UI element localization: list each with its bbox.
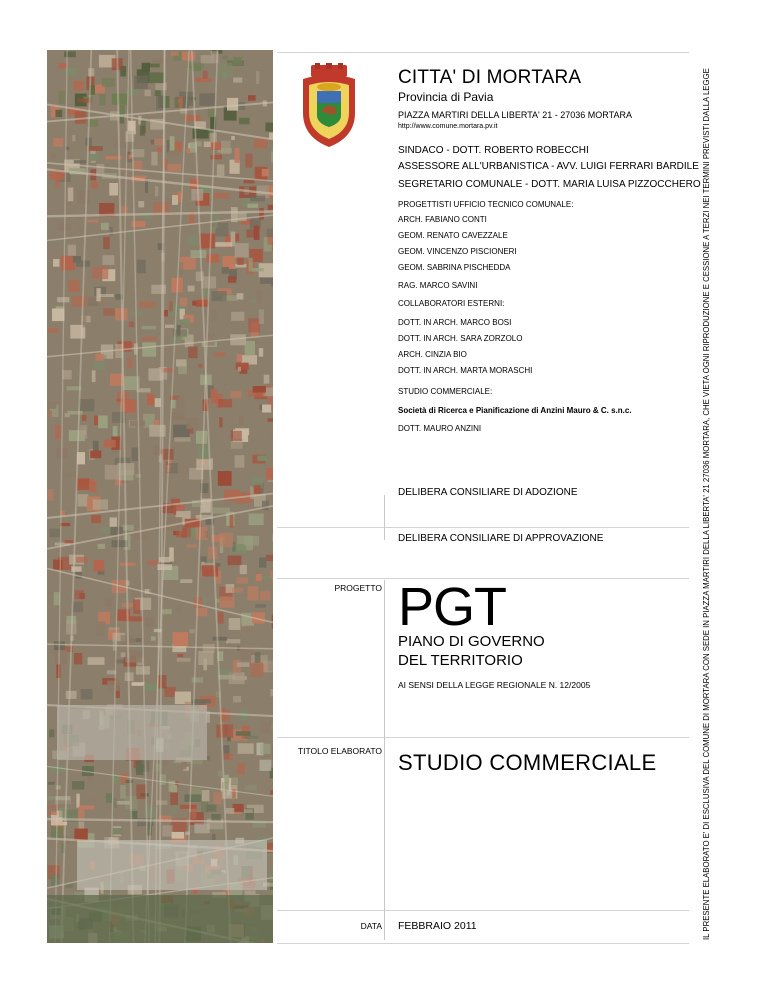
city-crest-icon — [297, 63, 361, 149]
project-label: PROGETTO — [334, 583, 382, 593]
city-title: CITTA' DI MORTARA — [398, 67, 582, 88]
technical-office-member: ARCH. FABIANO CONTI — [398, 215, 487, 224]
pgt-acronym: PGT — [398, 577, 507, 637]
divider — [277, 527, 689, 528]
city-address: PIAZZA MARTIRI DELLA LIBERTA' 21 - 27036 MORTARA — [398, 110, 632, 120]
regional-law: AI SENSI DELLA LEGGE REGIONALE N. 12/2005 — [398, 680, 591, 690]
aerial-photo-canvas — [47, 50, 273, 943]
document-title-label: TITOLO ELABORATO — [297, 746, 382, 756]
document-title: STUDIO COMMERCIALE — [398, 750, 657, 775]
pgt-line-2: DEL TERRITORIO — [398, 652, 523, 669]
date-label: DATA — [360, 921, 382, 931]
aerial-photo — [47, 50, 273, 943]
copyright-notice: IL PRESENTE ELABORATO E' DI ESCLUSIVA DEL COMUNE DI MORTARA CON SEDE IN PIAZZA MARTIRI DELLA LIBERTA' 21 27036 MORTARA, CHE VIETA OGNI RIPRODUZIONE E CESSIONE A TERZI NEI TERMINI PREVISTI DALLA LEGGE — [702, 68, 711, 940]
mayor: SINDACO - DOTT. ROBERTO ROBECCHI — [398, 145, 589, 156]
divider — [277, 910, 689, 911]
divider — [277, 943, 689, 944]
technical-office-member: GEOM. SABRINA PISCHEDDA — [398, 263, 511, 272]
external-member: DOTT. IN ARCH. MARTA MORASCHI — [398, 366, 533, 375]
commercial-company: Società di Ricerca e Pianificazione di Anzini Mauro & C. s.n.c. — [398, 406, 632, 415]
document-date: FEBBRAIO 2011 — [398, 920, 477, 932]
technical-office-heading: PROGETTISTI UFFICIO TECNICO COMUNALE: — [398, 200, 574, 209]
external-member: ARCH. CINZIA BIO — [398, 350, 467, 359]
divider — [277, 737, 689, 738]
city-website-link[interactable]: http://www.comune.mortara.pv.it — [398, 123, 498, 130]
divider — [384, 495, 385, 540]
pgt-full-name — [398, 632, 545, 670]
external-heading: COLLABORATORI ESTERNI: — [398, 299, 505, 308]
technical-office-member: RAG. MARCO SAVINI — [398, 281, 478, 290]
municipal-secretary: SEGRETARIO COMUNALE - DOTT. MARIA LUISA PIZZOCCHERO — [398, 179, 701, 190]
approval-deliberation: DELIBERA CONSILIARE DI APPROVAZIONE — [398, 533, 604, 544]
commercial-person: DOTT. MAURO ANZINI — [398, 424, 482, 433]
technical-office-member: GEOM. RENATO CAVEZZALE — [398, 231, 508, 240]
adoption-deliberation: DELIBERA CONSILIARE DI ADOZIONE — [398, 487, 578, 498]
external-member: DOTT. IN ARCH. SARA ZORZOLO — [398, 334, 523, 343]
pgt-line-1: PIANO DI GOVERNO — [398, 633, 545, 650]
technical-office-member: GEOM. VINCENZO PISCIONERI — [398, 247, 517, 256]
commercial-heading: STUDIO COMMERCIALE: — [398, 387, 493, 396]
urban-planning-councillor: ASSESSORE ALL'URBANISTICA - AVV. LUIGI FERRARI BARDILE — [398, 161, 699, 172]
divider — [277, 52, 689, 53]
province: Provincia di Pavia — [398, 90, 494, 104]
divider — [384, 580, 385, 940]
external-member: DOTT. IN ARCH. MARCO BOSI — [398, 318, 512, 327]
